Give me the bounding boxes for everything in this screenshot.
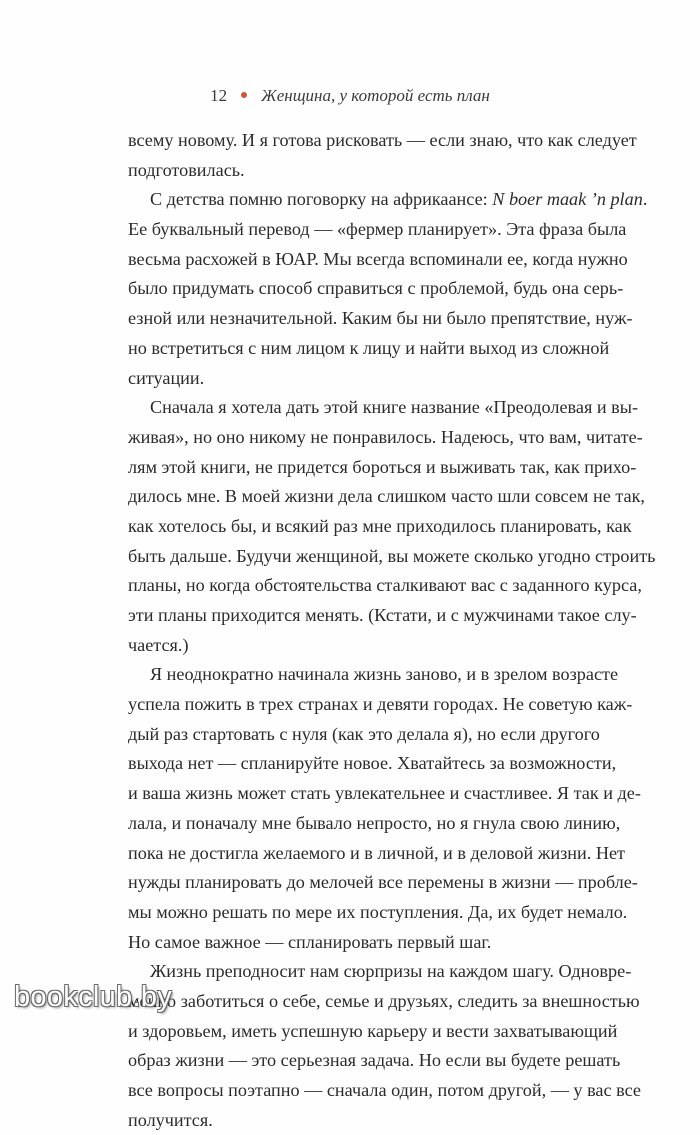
text-line: весьма расхожей в ЮАР. Мы всегда вспоминали ее, когда нужно [128, 248, 628, 269]
text-line: всему новому. И я готова рисковать — если знаю, что как следует [128, 130, 637, 150]
text-line: Сначала я хотела дать этой книге название «Преодолевая и вы- [150, 397, 639, 418]
text-line: пока не достигла желаемого и в личной, и в деловой жизни. Нет [128, 842, 625, 863]
text-line: езной или незначительной. Каким бы ни было препятствие, нуж- [128, 308, 633, 329]
text-line: выхода нет — спланируйте новое. Хватайтесь за возможности, [128, 753, 617, 774]
text-line: лям этой книги, не придется бороться и выживать так, как прихо- [128, 456, 637, 477]
running-title: Женщина, у которой есть план [261, 86, 490, 105]
proverb-italic: N boer maak ’n plan [492, 189, 643, 210]
text-line: планы, но когда обстоятельства сталкивают вас с заданного курса, [128, 575, 642, 596]
text-line: чается.) [128, 634, 189, 655]
text-line: как хотелось бы, и всякий раз мне приходилось планировать, как [128, 515, 632, 536]
text-line: живая», но оно никому не понравилось. Надеюсь, что вам, читате- [128, 426, 643, 447]
text-line: С детства помню поговорку на африкаансе: N boer maak ’n plan. [150, 189, 648, 210]
text-line: было придумать способ справиться с проблемой, будь она серь- [128, 278, 624, 299]
text-line: менно заботиться о себе, семье и друзьях, следить за внешностью [128, 990, 640, 1011]
text-line: подготовилась. [128, 159, 245, 180]
text-line: Жизнь преподносит нам сюрпризы на каждом шагу. Одновре- [150, 961, 632, 982]
text-line: Но самое важное — спланировать первый шаг. [128, 931, 492, 952]
text-line: Ее буквальный перевод — «фермер планирует». Эта фраза была [128, 219, 627, 240]
text-line: успела пожить в трех странах и девяти городах. Не советую каж- [128, 694, 633, 715]
body-text [128, 126, 656, 1135]
page-number: 12 [210, 86, 228, 105]
text-line: и ваша жизнь может стать увлекательнее и счастливее. Я так и де- [128, 783, 641, 804]
text-line: образ жизни — это серьезная задача. Но если вы будете решать [128, 1050, 621, 1071]
text-line: эти планы приходится менять. (Кстати, и с мужчинами такое слу- [128, 605, 637, 625]
text-line: все вопросы поэтапно — сначала один, потом другой, — у вас все [128, 1080, 641, 1100]
header-bullet-icon [241, 92, 247, 98]
text-line: получится. [128, 1109, 213, 1130]
text-line: лала, и поначалу мне бывало непросто, но я гнула свою линию, [128, 812, 621, 833]
text-line: мы можно решать по мере их поступления. Да, их будет немало. [128, 901, 628, 922]
text-line: Я неоднократно начинала жизнь заново, и в зрелом возрасте [150, 664, 619, 685]
text-line: ситуации. [128, 367, 205, 388]
text-line: нужды планировать до мелочей все перемены в жизни — пробле- [128, 872, 638, 893]
text-line: дилось мне. В моей жизни дела слишком часто шли совсем не так, [128, 486, 645, 507]
text-line: дый раз стартовать с нуля (как это делала я), но если другого [128, 723, 600, 744]
text-line: быть дальше. Будучи женщиной, вы можете сколько угодно строить [128, 545, 656, 566]
text-line: и здоровьем, иметь успешную карьеру и вести захватывающий [128, 1020, 618, 1041]
text-line: но встретиться с ним лицом к лицу и найти выход из сложной [128, 337, 610, 358]
watermark: bookclub.by [14, 981, 173, 1013]
running-header [0, 86, 700, 106]
